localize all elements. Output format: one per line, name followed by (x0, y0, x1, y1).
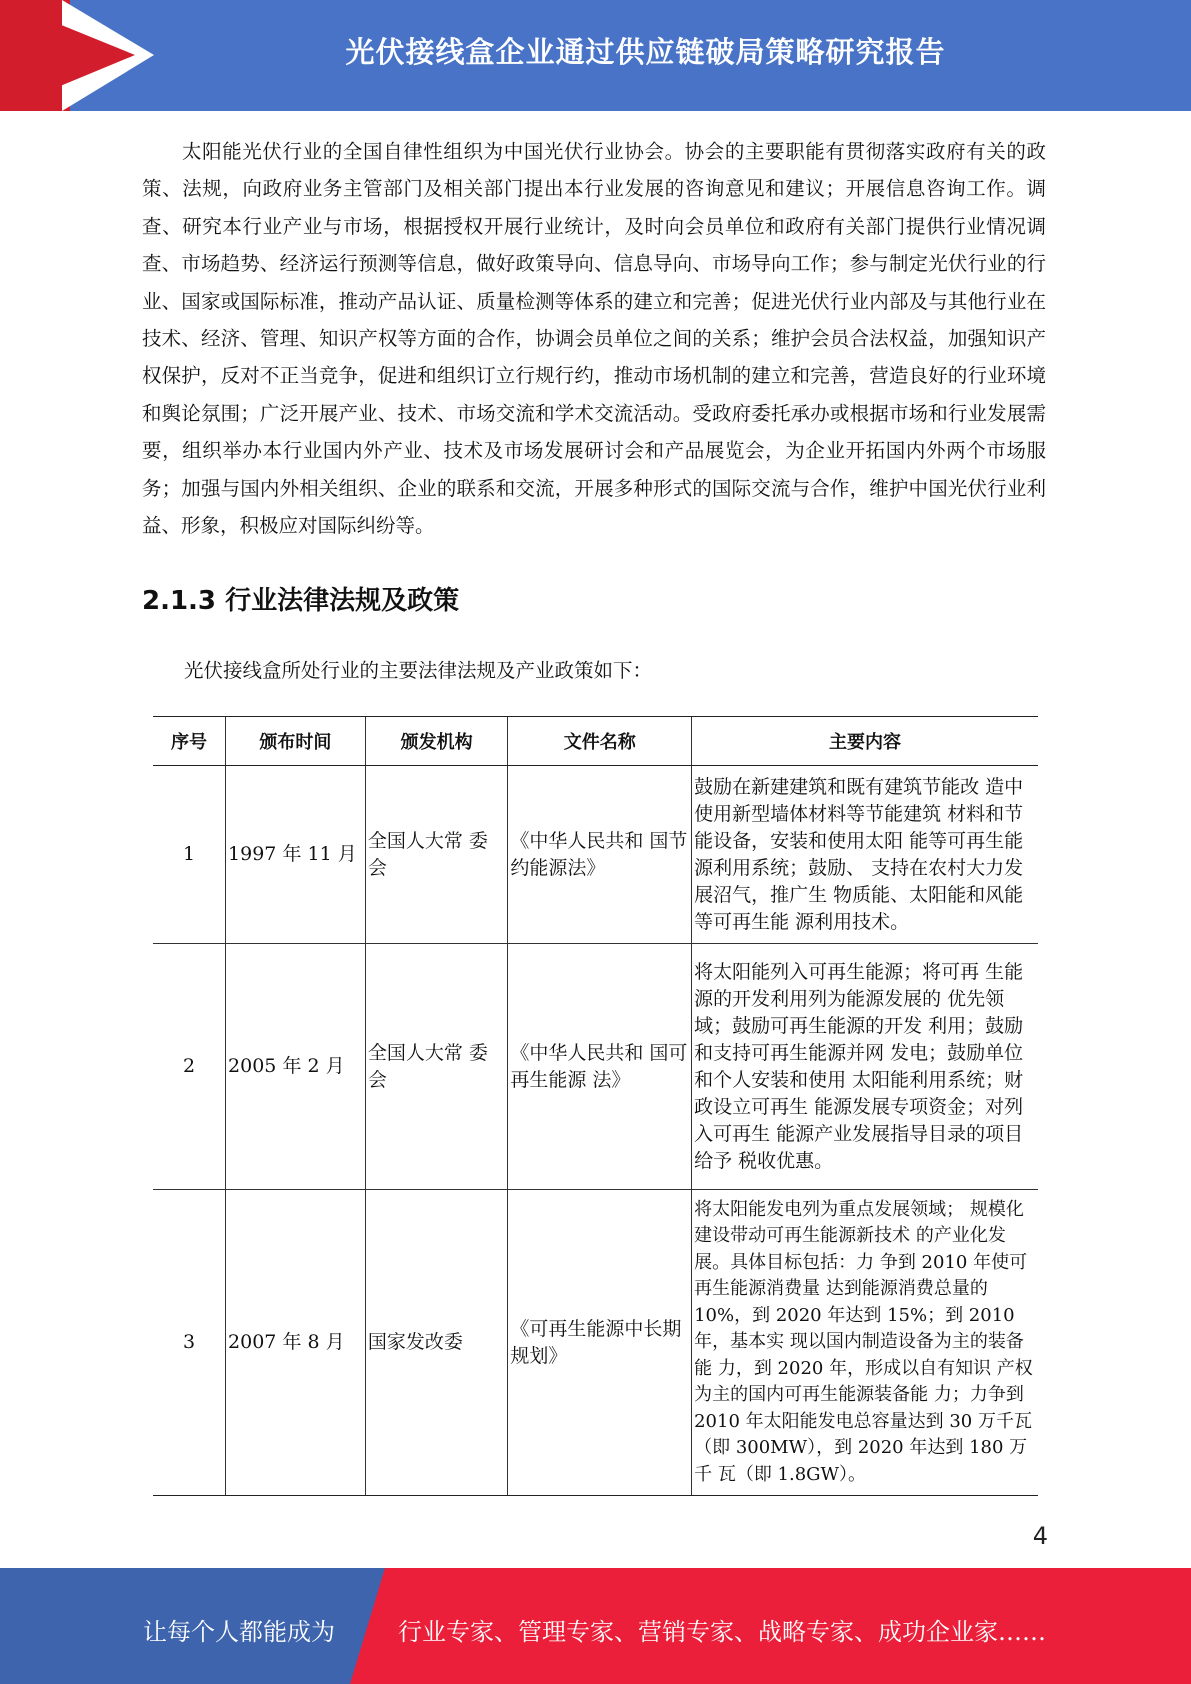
header-title: 光伏接线盒企业通过供应链破局策略研究报告 (345, 35, 946, 69)
cell-date: 2005 年 2 月 (226, 944, 366, 1190)
cell-content: 鼓励在新建建筑和既有建筑节能改 造中使用新型墙体材料等节能建筑 材料和节能设备，安装和使用太阳 能等可再生能源利用系统；鼓励、 支持在农村大力发展沼气，推广生 物质能、太阳能和风能等可再生能 源利用技术。 (692, 766, 1038, 944)
table-row (153, 1190, 1038, 1496)
header-doc: 文件名称 (508, 717, 692, 766)
table-header-row (153, 717, 1038, 766)
table-row (153, 944, 1038, 1190)
table-intro: 光伏接线盒所处行业的主要法律法规及产业政策如下： (184, 659, 653, 682)
footer-slogan-right: 行业专家、管理专家、营销专家、战略专家、成功企业家…… (398, 1618, 1046, 1646)
section-title: 2.1.3 行业法律法规及政策 (142, 586, 460, 616)
cell-no: 2 (153, 944, 226, 1190)
cell-org: 全国人大常 委会 (365, 944, 508, 1190)
regulations-table (153, 716, 1038, 1496)
footer-slogan-left: 让每个人都能成为 (143, 1618, 335, 1646)
cell-no: 3 (153, 1190, 226, 1496)
table-row (153, 766, 1038, 944)
cell-no: 1 (153, 766, 226, 944)
page-footer (0, 1568, 1191, 1684)
page-number: 4 (1032, 1522, 1048, 1550)
cell-date: 2007 年 8 月 (226, 1190, 366, 1496)
header-content: 主要内容 (692, 717, 1038, 766)
cell-org: 全国人大常 委会 (365, 766, 508, 944)
header-chevron-red (0, 0, 135, 111)
body-paragraph: 太阳能光伏行业的全国自律性组织为中国光伏行业协会。协会的主要职能有贯彻落实政府有关的政策、法规，向政府业务主管部门及相关部门提出本行业发展的咨询意见和建议；开展信息咨询工作。调查、研究本行业产业与市场，根据授权开展行业统计，及时向会员单位和政府有关部门提供行业情况调查、市场趋势、经济运行预测等信息，做好政策导向、信息导向、市场导向工作；参与制定光伏行业的行业、国家或国际标准，推动产品认证、质量检测等体系的建立和完善；促进光伏行业内部及与其他行业在技术、经济、管理、知识产权等方面的合作，协调会员单位之间的关系；维护会员合法权益，加强知识产权保护，反对不正当竞争，促进和组织订立行规行约，推动市场机制的建立和完善，营造良好的行业环境和舆论氛围；广泛开展产业、技术、市场交流和学术交流活动。受政府委托承办或根据市场和行业发展需要，组织举办本行业国内外产业、技术及市场发展研讨会和产品展览会，为企业开拓国内外两个市场服务；加强与国内外相关组织、企业的联系和交流，开展多种形式的国际交流与合作，维护中国光伏行业利益、形象，积极应对国际纠纷等。 (142, 140, 1046, 538)
page-header (0, 0, 1191, 111)
header-no: 序号 (153, 717, 226, 766)
cell-content: 将太阳能发电列为重点发展领域； 规模化建设带动可再生能源新技术 的产业化发展。具体目标包括：力 争到 2010 年使可再生能源消费量 达到能源消费总量的 10%，到 2020 年达到 15%；到 2010 年，基本实 现以国内制造设备为主的装备能 力，到 2020 年，形成以自有知识 产权为主的国内可再生能源装备能 力；力争到 2010 年太阳能发电总容量达到 30 万千瓦（即 300MW），到 2020 年达到 180 万千 瓦（即 1.8GW）。 (692, 1190, 1038, 1496)
cell-org: 国家发改委 (365, 1190, 508, 1496)
cell-doc: 《中华人民共和 国可再生能源 法》 (508, 944, 692, 1190)
footer-blue-slant (350, 1568, 385, 1684)
cell-content: 将太阳能列入可再生能源；将可再 生能源的开发利用列为能源发展的 优先领域；鼓励可再生能源的开发 利用；鼓励和支持可再生能源并网 发电；鼓励单位和个人安装和使用 太阳能利用系统；财政设立可再生 能源发展专项资金；对列入可再生 能源产业发展指导目录的项目给予 税收优惠。 (692, 944, 1038, 1190)
cell-date: 1997 年 11 月 (226, 766, 366, 944)
header-date: 颁布时间 (226, 717, 366, 766)
cell-doc: 《中华人民共和 国节约能源法》 (508, 766, 692, 944)
cell-doc: 《可再生能源中长期规划》 (508, 1190, 692, 1496)
header-org: 颁发机构 (365, 717, 508, 766)
body-content (142, 133, 1046, 544)
